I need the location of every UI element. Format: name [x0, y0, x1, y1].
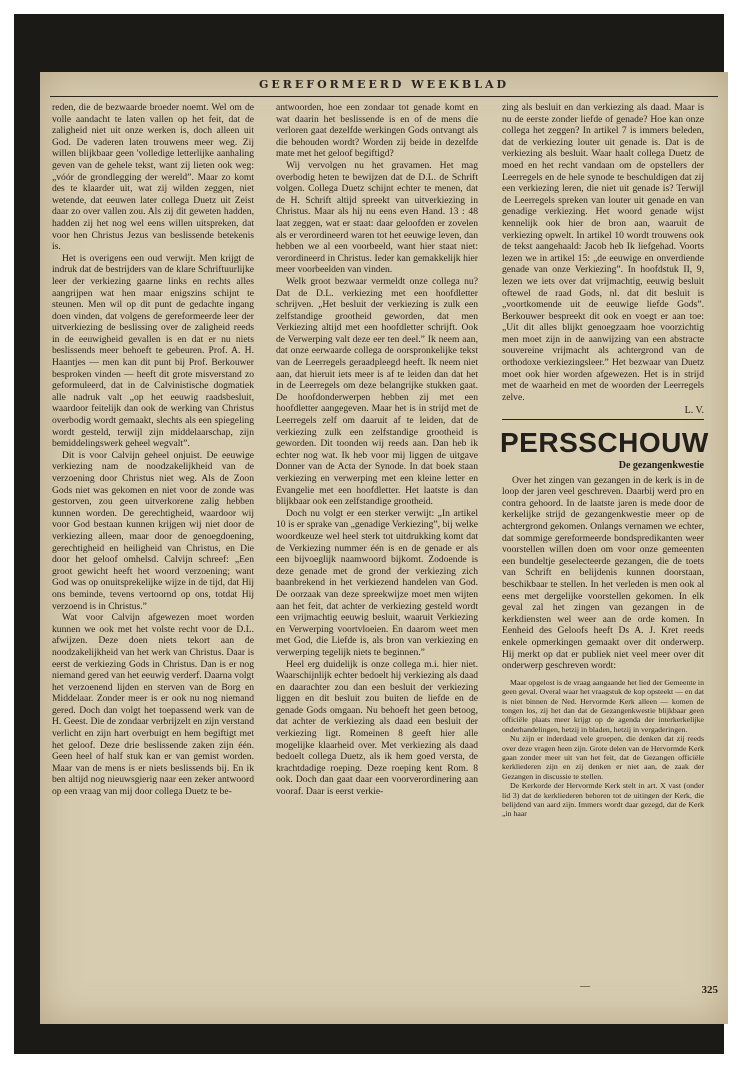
paragraph: Wij vervolgen nu het gravamen. Het mag overbodig heten te bewijzen dat de D.L. de Schrift volgen. Collega Duetz schijnt echter te menen, dat de H. Schrift altijd spreekt van uitverkiezing in Christus. Maar als hij nu eens even Hand. 13 : 48 laat zeggen, wat er staat: daar geloofden er zovelen als er verordineerd waren tot het eeuwige leven, dan hebben we al een voorbeeld, want hier staat niet: verordineerd in Christus. Ieder kan gemakkelijk hier meer voorbeelden van vinden.	[276, 159, 478, 276]
magazine-page	[40, 72, 728, 1024]
section-rule	[502, 419, 704, 420]
paragraph: reden, die de bezwaarde broeder noemt. Wel om de volle aandacht te laten vallen op het feit, dat de zaligheid niet uit onze werken is, doch alleen uit God. De vaderen laten trouwens meer weg. Zij willen blijkbaar geen 'volledige letterlijke aanhaling geven van de gehele tekst, want zij lieten ook weg: „vóór de grondlegging der wereld”. Maar zo komt des te klaarder uit, wat zij wilden zeggen, niet wetende, dat eeuwen later collega Duetz uit Zeist daar zo over vallen zou. Als zij dit geweten hadden, hadden zij het nog wel eens willen uitspreken, dat voor hen Christus Jezus van beslissende betekenis is.	[52, 102, 254, 253]
paragraph: Wat voor Calvijn afgewezen moet worden kunnen we ook met het volste recht voor de D.L. afwijzen. Deze doen niets tekort aan de noodzakelijkheid van het werk van Christus. Daar is eerst de verkiezing Gods in Christus. Dan is er nog niemand gered van het eeuwig verderf. Daarna volgt het verzoenend lijden en sterven van de Borg en Middelaar. Zonder meer is er ook nu nog niemand gered. Doch dan volgt het toepassend werk van de H. Geest. Die de zondaar verbrijzelt en zijn verstand verlicht en zijn hart overbuigt en hem begiftigt met het geloof. Deze drie beslissende zaken zijn één. Geen heel of half stuk kan er van gemist worden. Maar van de mens is er niets beslissends bij. En ik ben altijd nog nieuwsgierig naar een zeker antwoord op een vraag van mij door collega Duetz te be-	[52, 612, 254, 798]
quoted-text	[502, 678, 704, 819]
column-1	[52, 102, 254, 798]
section-title: PERSSCHOUW	[500, 427, 709, 459]
quote-paragraph: Maar opgelost is de vraag aangaande het lied der Gemeente in geen geval. Overal waar het vraagstuk de kop opsteekt — en dat is niet binnen de Ned. Hervormde Kerk alleen — komen de tongen los, zij het dan dat de Gezangenkwestie blijkbaar geen officiële plaats meer krijgt op de agenda der interkerkelijke onderhandelingen, hetzij in bladen, hetzij in vergaderingen.	[502, 677, 704, 734]
page-number: 325	[701, 984, 718, 996]
quote-paragraph: Nu zijn er inderdaad vele groepen, die denken dat zij reeds over deze vragen heen zijn. Grote delen van de Hervormde Kerk gaan zonder meer uit van het feit, dat de Gezangen officiële kerkliederen zijn en zij denken er niet aan, de zaak der Gezangen in discussie te stellen.	[502, 734, 704, 781]
author-signature: L. V.	[684, 405, 704, 417]
paragraph: Het is overigens een oud verwijt. Men krijgt de indruk dat de bestrijders van de klare Schriftuurlijke leer der verkiezing gaarne links en rechts alles aangrijpen wat hen maar enigszins schijnt te steunen. Men wil op dit punt de gedachte ingang doen vinden, dat volgens de gereformeerde leer der uitverkiezing de beslissing over de zaligheid reeds in de eeuwigheid gevallen is en dat er nu niets beslissends meer behoeft te gebeuren. Prof. A. H. Haantjes — men kan dit punt bij Prof. Berkouwer besproken vinden — heeft dit grote misverstand zo geformuleerd, dat in de Calvinistische dogmatiek alle nadruk valt „op het eeuwig raadsbesluit, waardoor feitelijk dan ook de werking van Christus overbodig wordt gemaakt, slechts als een spiegeling wordt gesteld, terwijl zijn middelaarschap, zijn bemiddelingswerk geheel wegvalt”.	[52, 252, 254, 450]
column-2	[276, 102, 478, 798]
header-rule	[50, 96, 718, 97]
paragraph: Dit is voor Calvijn geheel onjuist. De eeuwige verkiezing nam de noodzakelijkheid van de verzoening door Christus niet weg. Als de Zoon Gods niet was gekomen en niet voor de zonde was gestorven, zou geen uitverkorene zalig hebben kunnen worden. De gerechtigheid, waardoor wij voor God bestaan kunnen krijgen wij niet door de verkiezing alleen, maar door de genoegdoening, gerechtigheid en heiligheid van Christus, en Die door het geloof omhelsd. Calvijn schreef: „Een groot gewicht heeft het woord verzoening; want God was op onuitsprekelijke wijze in de tijd, dat Hij ons beminde, tevens vertoornd op ons, totdat Hij verzoend is in Christus.”	[52, 449, 254, 612]
quote-paragraph: De Kerkorde der Hervormde Kerk stelt in art. X vast (onder lid 3) dat de kerkliederen behoren tot de uitingen der Kerk, die belijdend van aard zijn. Immers wordt daar gezegd, dat de Kerk „in haar	[502, 781, 704, 819]
paragraph: antwoorden, hoe een zondaar tot genade komt en wat daarin het beslissende is en of de mens die verloren gaat dezelfde werkingen Gods ontvangt als die behouden wordt? Worden zij beide in dezelfde mate met het geloof begiftigd?	[276, 102, 478, 160]
paragraph: Welk groot bezwaar vermeldt onze collega nu? Dat de D.L. verkiezing met een hoofdletter schrijven. „Het besluit der verkiezing is zulk een zelfstandige grootheid geworden, dat men Verkiezing altijd met een hoofdletter schrijft. Ook de Verwerping valt deze eer ten deel.” Ik neem aan, dat onze eerwaarde collega de oorspronkelijke tekst van de Leerregels geraadpleegd heeft. Ik neem niet aan, dat hieruit iets meer is af te leiden dan dat het in de Leerregels om deze belangrijke stukken gaat. De hoofdonderwerpen hebben zij met een hoofdletter aangegeven. Maar het is in strijd met de Leerregels zelf om daaruit af te leiden, dat de verkiezing zulk een zelfstandige grootheid is geworden. Dit toonden wij reeds aan. Dan heb ik echter nog wat. Ik heb voor mij liggen de uitgave Donner van de Acta der Synode. In dat boek staan verkiezing en verwerping met een kleine letter en Evangelie met een hoofdletter. Het laatste is dan blijkbaar ook een zelfstandige grootheid.	[276, 275, 478, 508]
paragraph: Heel erg duidelijk is onze collega m.i. hier niet. Waarschijnlijk echter bedoelt hij verkiezing als daad en daarachter zou dan een besluit der verkiezing liggen en dit besluit zou buiten de liefde en de genade Gods omgaan. Nu behoeft het geen betoog, dat achter de verkiezing als daad een besluit der verkiezing ligt. Romeinen 8 geeft hier alle mogelijke klaarheid over. Met verkiezing als daad bedoelt collega Duetz, als ik hem goed versta, de krachtdadige roeping. Deze roeping kent Rom. 8 ook. Doch dan gaat daar een voorverordinering aan vooraf. Daar is eerst verkie-	[276, 658, 478, 798]
paragraph: zing als besluit en dan verkiezing als daad. Maar is nu de eerste zonder liefde of genade? Hoe kan onze collega het zeggen? In artikel 7 is immers beleden, dat de verkiezing louter uit genade is. Dat is de verkiezing als besluit. Waar haalt collega Duetz de moed en het recht vandaan om de opstellers der Leerregels en de hele synode te beschuldigen dat zij een verkiezing leren, die niet uit genade is? Terwijl de Leerregels spreken van louter uit genade en van genadige verkiezing. Het woord genade wijst kennelijk ook hier de bron aan, waaruit de verkiezing opwelt. In artikel 10 wordt trouwens ook de tekst aangehaald: Jacob heb Ik liefgehad. Voorts lezen we in artikel 15: „de eeuwige en onverdiende genade van onze Verkiezing”. In hoofdstuk II, 9, lezen we iets over dat vrijmachtig, eeuwig besluit oftewel de raad Gods, nl. dat dit besluit is „voortkomende uit de eeuwige liefde Gods”. Berkouwer bespreekt dit ook en voegt er aan toe: „Uit dit alles blijkt genoegzaam hoe voorzichtig men moet zijn in de aanwijzing van een abstracte souvereine vrijmacht als achtergrond van de orthodoxe verkiezingsleer.” Het bezwaar van Duetz moet ook hier worden afgewezen. Het is in strijd met de waarheid en met de woorden der Leerregels zelve.	[502, 102, 704, 403]
continuation-dash: —	[580, 981, 590, 992]
paragraph: Doch nu volgt er een sterker verwijt: „In artikel 10 is er sprake van „genadige Verkiezing”, bij welke woordkeuze wel heel sterk tot uitdrukking komt dat de Verkiezing nummer één is en de genade er als een bijvoeglijk naamwoord bijkomt. Zodoende is deze genade met de grond der verkiezing zich baanbrekend in het verkiezend handelen van God. De oorzaak van deze spreekwijze moet men wijten aan het feit, dat achter de verkiezing gesteld wordt een vrijmachtig eeuwig besluit, waaruit Verkiezing en Verwerping voortvloeien. En daarom weet men met God, die Liefde is, als bron van verkiezing en verwerping tegelijk niets te beginnen.”	[276, 507, 478, 658]
column-3	[500, 102, 709, 819]
section-subtitle: De gezangenkwestie	[618, 460, 704, 472]
running-header: GEREFORMEERD WEEKBLAD	[258, 78, 510, 91]
paragraph: Over het zingen van gezangen in de kerk is in de loop der jaren veel geschreven. Daarbij werd pro en contra gehoord. In de laatste jaren is mede door de kerkelijke strijd de gezangenkwestie meer op de achtergrond gekomen. Onlangs vernamen we echter, dat sommige gereformeerde bondspredikanten weer voorstellen willen doen om voor onze gemeenten een bundeltje geselecteerde gezangen, die de toets van Schrift en belijdenis kunnen doorstaan, beschikbaar te stellen. In het verleden is men ook al eens met dergelijke voorstellen gekomen. In elk geval zal het zingen van gezangen in de kerkdiensten wel weer aan de orde komen. In Eenheid des Geloofs heeft Ds A. J. Kret reeds enkele opmerkingen gemaakt over dit onderwerp. Hij merkt op dat er publiek niet veel meer over dit onderwerp geschreven wordt:	[502, 474, 704, 672]
